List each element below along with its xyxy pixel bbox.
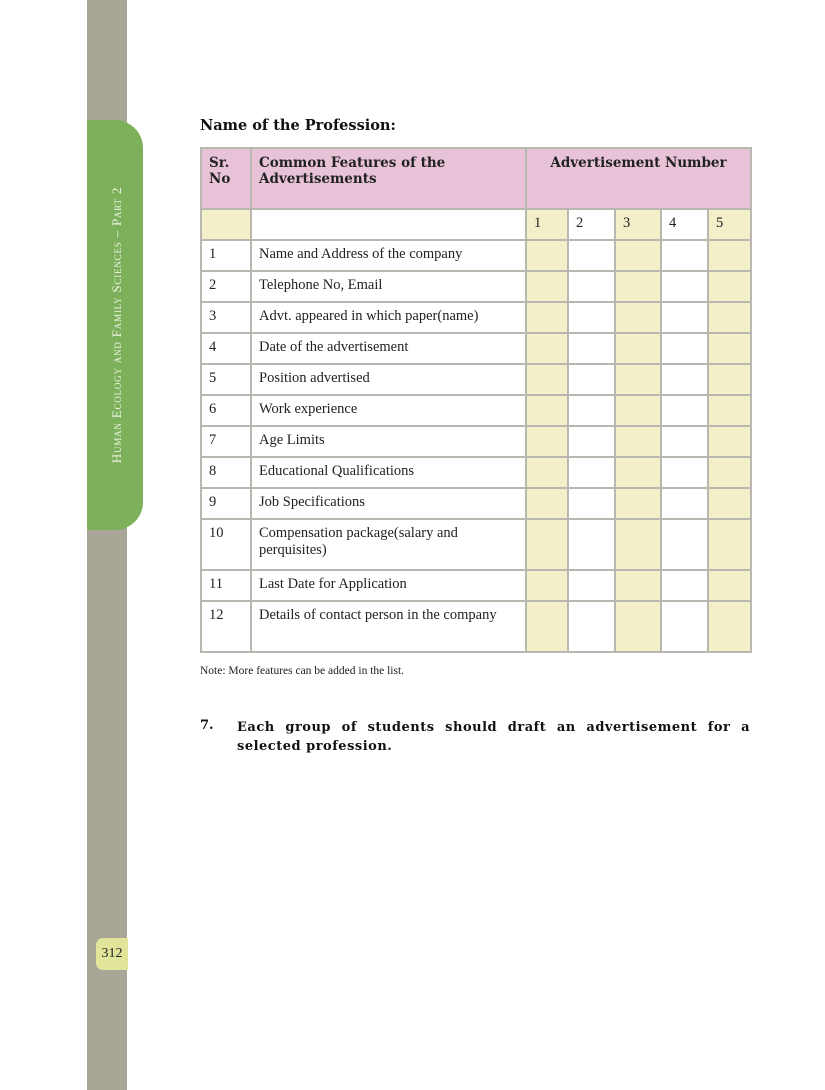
ad-col-4: 4 bbox=[661, 209, 708, 240]
feature-cell: Job Specifications bbox=[251, 488, 526, 519]
ad-entry-cell[interactable] bbox=[568, 457, 615, 488]
table-row bbox=[201, 426, 751, 457]
ad-entry-cell[interactable] bbox=[615, 364, 661, 395]
sr-cell: 11 bbox=[201, 570, 251, 601]
table-row bbox=[201, 333, 751, 364]
table-row bbox=[201, 601, 751, 652]
ad-entry-cell[interactable] bbox=[568, 519, 615, 570]
ad-entry-cell[interactable] bbox=[568, 364, 615, 395]
ad-entry-cell[interactable] bbox=[661, 488, 708, 519]
ad-entry-cell[interactable] bbox=[661, 395, 708, 426]
ad-entry-cell[interactable] bbox=[708, 271, 751, 302]
table-row bbox=[201, 570, 751, 601]
ad-entry-cell[interactable] bbox=[615, 601, 661, 652]
table-row bbox=[201, 488, 751, 519]
ad-entry-cell[interactable] bbox=[526, 519, 568, 570]
header-features: Common Features of the Advertisements bbox=[251, 148, 526, 209]
ad-entry-cell[interactable] bbox=[568, 271, 615, 302]
ad-entry-cell[interactable] bbox=[615, 395, 661, 426]
feature-cell: Educational Qualifications bbox=[251, 457, 526, 488]
feature-cell: Details of contact person in the company bbox=[251, 601, 526, 652]
table-row bbox=[201, 271, 751, 302]
sr-cell: 9 bbox=[201, 488, 251, 519]
ad-number-row bbox=[201, 209, 751, 240]
ad-entry-cell[interactable] bbox=[661, 570, 708, 601]
ad-entry-cell[interactable] bbox=[615, 333, 661, 364]
sr-cell: 7 bbox=[201, 426, 251, 457]
question-text: Each group of students should draft an advertisement for a selected profession. bbox=[237, 720, 750, 754]
ad-entry-cell[interactable] bbox=[568, 302, 615, 333]
question-7 bbox=[200, 718, 750, 756]
ad-entry-cell[interactable] bbox=[568, 333, 615, 364]
sr-cell: 4 bbox=[201, 333, 251, 364]
ad-col-1: 1 bbox=[526, 209, 568, 240]
table-row bbox=[201, 240, 751, 271]
header-sr: Sr. No bbox=[201, 148, 251, 209]
ad-entry-cell[interactable] bbox=[615, 271, 661, 302]
ad-entry-cell[interactable] bbox=[526, 457, 568, 488]
ad-entry-cell[interactable] bbox=[708, 519, 751, 570]
ad-entry-cell[interactable] bbox=[568, 488, 615, 519]
ad-entry-cell[interactable] bbox=[708, 601, 751, 652]
feature-cell: Advt. appeared in which paper(name) bbox=[251, 302, 526, 333]
ad-entry-cell[interactable] bbox=[615, 240, 661, 271]
feature-cell: Name and Address of the company bbox=[251, 240, 526, 271]
ad-entry-cell[interactable] bbox=[708, 364, 751, 395]
ad-entry-cell[interactable] bbox=[661, 271, 708, 302]
ad-entry-cell[interactable] bbox=[526, 240, 568, 271]
ad-entry-cell[interactable] bbox=[526, 395, 568, 426]
sr-cell: 12 bbox=[201, 601, 251, 652]
sr-cell: 3 bbox=[201, 302, 251, 333]
table-row bbox=[201, 364, 751, 395]
ad-entry-cell[interactable] bbox=[708, 395, 751, 426]
ad-entry-cell[interactable] bbox=[526, 426, 568, 457]
feature-cell: Age Limits bbox=[251, 426, 526, 457]
ad-entry-cell[interactable] bbox=[708, 570, 751, 601]
ad-entry-cell[interactable] bbox=[661, 364, 708, 395]
ad-entry-cell[interactable] bbox=[526, 271, 568, 302]
ad-entry-cell[interactable] bbox=[661, 333, 708, 364]
ad-entry-cell[interactable] bbox=[661, 302, 708, 333]
ad-entry-cell[interactable] bbox=[568, 240, 615, 271]
ad-entry-cell[interactable] bbox=[661, 601, 708, 652]
sr-cell: 5 bbox=[201, 364, 251, 395]
ad-col-2: 2 bbox=[568, 209, 615, 240]
ad-entry-cell[interactable] bbox=[661, 457, 708, 488]
ad-entry-cell[interactable] bbox=[615, 302, 661, 333]
table-row bbox=[201, 519, 751, 570]
ad-entry-cell[interactable] bbox=[708, 240, 751, 271]
section-title: Name of the Profession: bbox=[200, 117, 396, 134]
ad-entry-cell[interactable] bbox=[568, 395, 615, 426]
sr-cell: 10 bbox=[201, 519, 251, 570]
sr-cell: 6 bbox=[201, 395, 251, 426]
ad-entry-cell[interactable] bbox=[526, 601, 568, 652]
ad-entry-cell[interactable] bbox=[708, 333, 751, 364]
question-number: 7. bbox=[200, 718, 214, 733]
running-title: Human Ecology and Family Sciences – Part 2 bbox=[109, 186, 124, 464]
ad-entry-cell[interactable] bbox=[661, 426, 708, 457]
ad-col-5: 5 bbox=[708, 209, 751, 240]
ad-entry-cell[interactable] bbox=[615, 519, 661, 570]
ad-entry-cell[interactable] bbox=[708, 426, 751, 457]
ad-entry-cell[interactable] bbox=[615, 457, 661, 488]
ad-entry-cell[interactable] bbox=[661, 240, 708, 271]
feature-cell: Compensation package(salary and perquisites) bbox=[251, 519, 526, 570]
feature-cell: Work experience bbox=[251, 395, 526, 426]
table-row bbox=[201, 302, 751, 333]
ad-entry-cell[interactable] bbox=[708, 302, 751, 333]
sr-cell: 8 bbox=[201, 457, 251, 488]
feature-cell: Last Date for Application bbox=[251, 570, 526, 601]
ad-entry-cell[interactable] bbox=[526, 364, 568, 395]
table-note: Note: More features can be added in the list. bbox=[200, 665, 405, 677]
feature-cell: Date of the advertisement bbox=[251, 333, 526, 364]
page-number: 312 bbox=[96, 938, 128, 970]
ad-entry-cell[interactable] bbox=[661, 519, 708, 570]
ad-entry-cell[interactable] bbox=[568, 426, 615, 457]
ad-entry-cell[interactable] bbox=[615, 426, 661, 457]
ad-entry-cell[interactable] bbox=[708, 488, 751, 519]
ad-entry-cell[interactable] bbox=[708, 457, 751, 488]
table-row bbox=[201, 457, 751, 488]
ad-col-3: 3 bbox=[615, 209, 661, 240]
feature-cell: Telephone No, Email bbox=[251, 271, 526, 302]
header-ad-number: Advertisement Number bbox=[526, 148, 751, 209]
ad-entry-cell[interactable] bbox=[615, 570, 661, 601]
ad-entry-cell[interactable] bbox=[568, 570, 615, 601]
features-table bbox=[200, 147, 752, 653]
ad-entry-cell[interactable] bbox=[526, 333, 568, 364]
ad-entry-cell[interactable] bbox=[526, 488, 568, 519]
ad-entry-cell[interactable] bbox=[615, 488, 661, 519]
sr-cell: 1 bbox=[201, 240, 251, 271]
sr-cell: 2 bbox=[201, 271, 251, 302]
feature-cell: Position advertised bbox=[251, 364, 526, 395]
table-row bbox=[201, 395, 751, 426]
ad-entry-cell[interactable] bbox=[526, 302, 568, 333]
ad-entry-cell[interactable] bbox=[526, 570, 568, 601]
ad-entry-cell[interactable] bbox=[568, 601, 615, 652]
